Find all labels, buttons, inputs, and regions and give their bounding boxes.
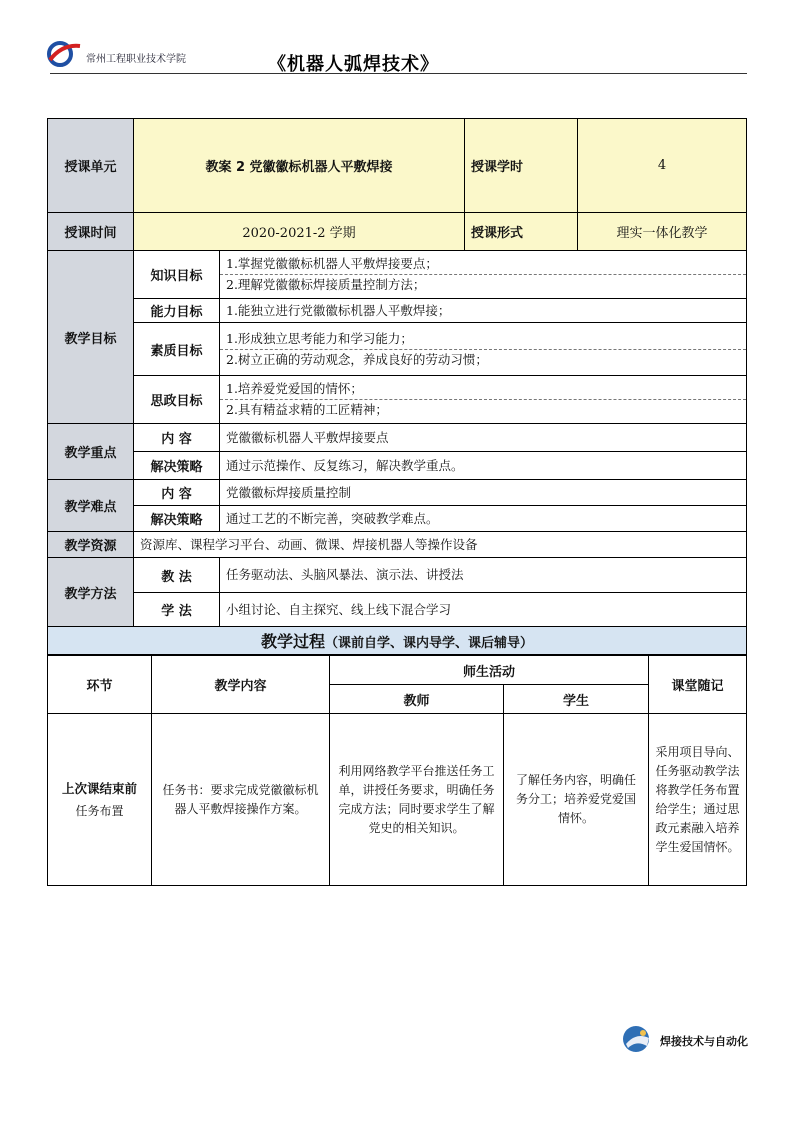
stage-subtitle: 任务布置 [75,803,124,818]
teach-method: 任务驱动法、头脑风暴法、演示法、讲授法 [220,558,747,593]
key-content-label: 内 容 [134,424,220,452]
knowledge-goals [220,251,747,299]
footer-text: 焊接技术与自动化 [660,1035,748,1048]
teach-method-label: 教 法 [134,558,220,593]
objectives-label: 教学目标 [48,251,134,424]
resources-label: 教学资源 [48,532,134,558]
page-header [0,0,793,80]
ability-goal-1: 1.能独立进行党徽徽标机器人平敷焊接； [220,299,747,323]
student-text: 了解任务内容，明确任务分工；培养爱党爱国情怀。 [516,773,637,825]
teacher-cell [330,714,504,886]
form-label: 授课形式 [465,213,578,251]
content-cell [152,714,330,886]
teacher-text: 利用网络教学平台推送任务工单，讲授任务要求，明确任务完成方法；同时要求学生了解党史的相关知识。 [338,763,495,835]
col-notes: 课堂随记 [649,656,747,714]
quality-goal-1: 1.形成独立思考能力和学习能力； [220,329,746,350]
form-value: 理实一体化教学 [578,213,747,251]
quality-label: 素质目标 [134,323,220,376]
ideology-goal-1: 1.培养爱党爱国的情怀； [220,379,746,400]
hours-label: 授课学时 [465,119,578,213]
difficulties-label: 教学难点 [48,480,134,532]
col-student: 学生 [504,685,649,714]
quality-goals [220,323,747,376]
difficulty-strategy: 通过工艺的不断完善，突破教学难点。 [220,506,747,532]
difficulty-strategy-label: 解决策略 [134,506,220,532]
knowledge-goal-2: 2.理解党徽徽标焊接质量控制方法； [226,277,426,292]
knowledge-label: 知识目标 [134,251,220,299]
hours-value: 4 [578,119,747,213]
unit-value: 教案 2 党徽徽标机器人平敷焊接 [134,119,465,213]
learn-method-label: 学 法 [134,593,220,627]
resources-value: 资源库、课程学习平台、动画、微课、焊接机器人等操作设备 [134,532,747,558]
student-cell [504,714,649,886]
notes-cell [649,714,747,886]
process-subtitle: （课前自学、课内导学、课后辅导） [325,636,534,651]
lesson-plan-table [47,118,747,655]
time-value: 2020-2021-2 学期 [134,213,465,251]
ideology-label: 思政目标 [134,376,220,424]
ideology-goal-2: 2.具有精益求精的工匠精神； [226,402,388,417]
time-label: 授课时间 [48,213,134,251]
department-logo-icon [621,1024,657,1054]
ability-label: 能力目标 [134,299,220,323]
school-name: 常州工程职业技术学院 [86,54,186,65]
col-stage: 环节 [48,656,152,714]
header-divider [50,73,747,74]
process-title: 教学过程 [260,632,325,651]
difficulty-content: 党徽徽标焊接质量控制 [220,480,747,506]
unit-label: 授课单元 [48,119,134,213]
key-content: 党徽徽标机器人平敷焊接要点 [220,424,747,452]
notes-text: 采用项目导向、任务驱动教学法将教学任务布置给学生；通过思政元素融入培养学生爱国情怀。 [655,744,740,854]
key-strategy-label: 解决策略 [134,452,220,480]
process-table [47,655,747,886]
learn-method: 小组讨论、自主探究、线上线下混合学习 [220,593,747,627]
col-content: 教学内容 [152,656,330,714]
ideology-goals [220,376,747,424]
content-text: 任务书：要求完成党徽徽标机器人平敷焊接操作方案。 [162,782,319,816]
key-strategy: 通过示范操作、反复练习，解决教学重点。 [220,452,747,480]
difficulty-content-label: 内 容 [134,480,220,506]
methods-label: 教学方法 [48,558,134,627]
process-title-bar [48,627,747,655]
quality-goal-2: 2.树立正确的劳动观念，养成良好的劳动习惯； [226,351,488,367]
col-teacher: 教师 [330,685,504,714]
stage-cell [48,714,152,886]
stage-title: 上次课结束前 [61,780,137,796]
col-activity: 师生活动 [330,656,649,685]
school-logo-icon [46,40,82,68]
table-row [48,714,747,886]
book-title: 《机器人弧焊技术》 [268,54,439,75]
knowledge-goal-1: 1.掌握党徽徽标机器人平敷焊接要点； [220,254,746,275]
key-points-label: 教学重点 [48,424,134,480]
